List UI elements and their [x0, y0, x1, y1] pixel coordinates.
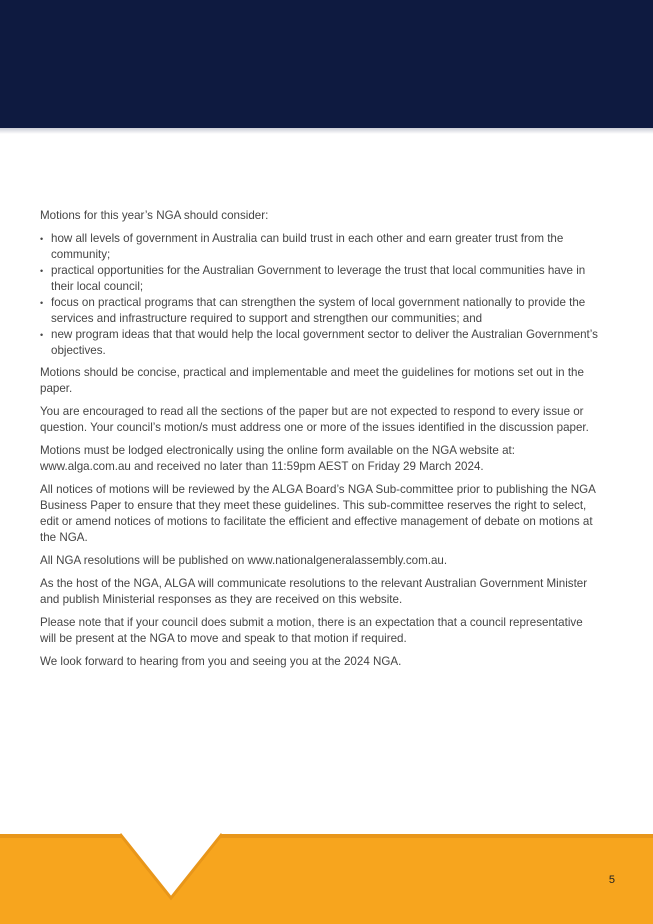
header-shadow [0, 128, 653, 134]
page-number: 5 [608, 874, 615, 886]
bullet-icon: • [40, 298, 44, 308]
list-item [40, 231, 600, 263]
list-item-text: how all levels of government in Australia can build trust in each other and earn greater trust from the community; [51, 232, 564, 261]
list-item [40, 263, 600, 295]
considerations-list [40, 231, 600, 359]
bullet-icon: • [40, 330, 44, 340]
list-item [40, 295, 600, 327]
list-item-text: focus on practical programs that can strengthen the system of local government nationally to provide the services and infrastructure required to support and strengthen our communities; and [51, 296, 586, 325]
page-content [40, 208, 600, 677]
chevron-down-icon [0, 820, 653, 910]
list-item [40, 327, 600, 359]
bullet-icon: • [40, 234, 44, 244]
paragraph-host: As the host of the NGA, ALGA will communicate resolutions to the relevant Australian Government Minister and publish Ministerial responses as they are received on this website. [40, 577, 588, 606]
paragraph-reading: You are encouraged to read all the sections of the paper but are not expected to respond to every issue or question. Your council’s motion/s must address one or more of the issues identified in the discussion paper. [40, 405, 589, 434]
paragraph-closing: We look forward to hearing from you and seeing you at the 2024 NGA. [40, 655, 402, 668]
intro-text: Motions for this year’s NGA should consider: [40, 209, 269, 222]
list-item-text: new program ideas that that would help the local government sector to deliver the Australian Government’s objectives. [51, 328, 598, 357]
paragraph-review: All notices of motions will be reviewed by the ALGA Board’s NGA Sub-committee prior to publishing the NGA Business Paper to ensure that they meet these guidelines. This sub-committee reserves the right to select, edit or amend notices of motions to facilitate the efficient and effective management of debate on motions at the NGA. [40, 483, 596, 544]
paragraph-guidelines: Motions should be concise, practical and implementable and meet the guidelines for motions set out in the paper. [40, 366, 584, 395]
list-item-text: practical opportunities for the Australian Government to leverage the trust that local communities have in their local council; [51, 264, 586, 293]
bullet-icon: • [40, 266, 44, 276]
paragraph-lodgement: Motions must be lodged electronically using the online form available on the NGA website at: www.alga.com.au and received no later than 11:59pm AEST on Friday 29 March 2024. [40, 444, 515, 473]
paragraph-resolutions: All NGA resolutions will be published on www.nationalgeneralassembly.com.au. [40, 554, 448, 567]
header-band [0, 0, 653, 128]
paragraph-attendance: Please note that if your council does submit a motion, there is an expectation that a council representative will be present at the NGA to move and speak to that motion if required. [40, 616, 583, 645]
